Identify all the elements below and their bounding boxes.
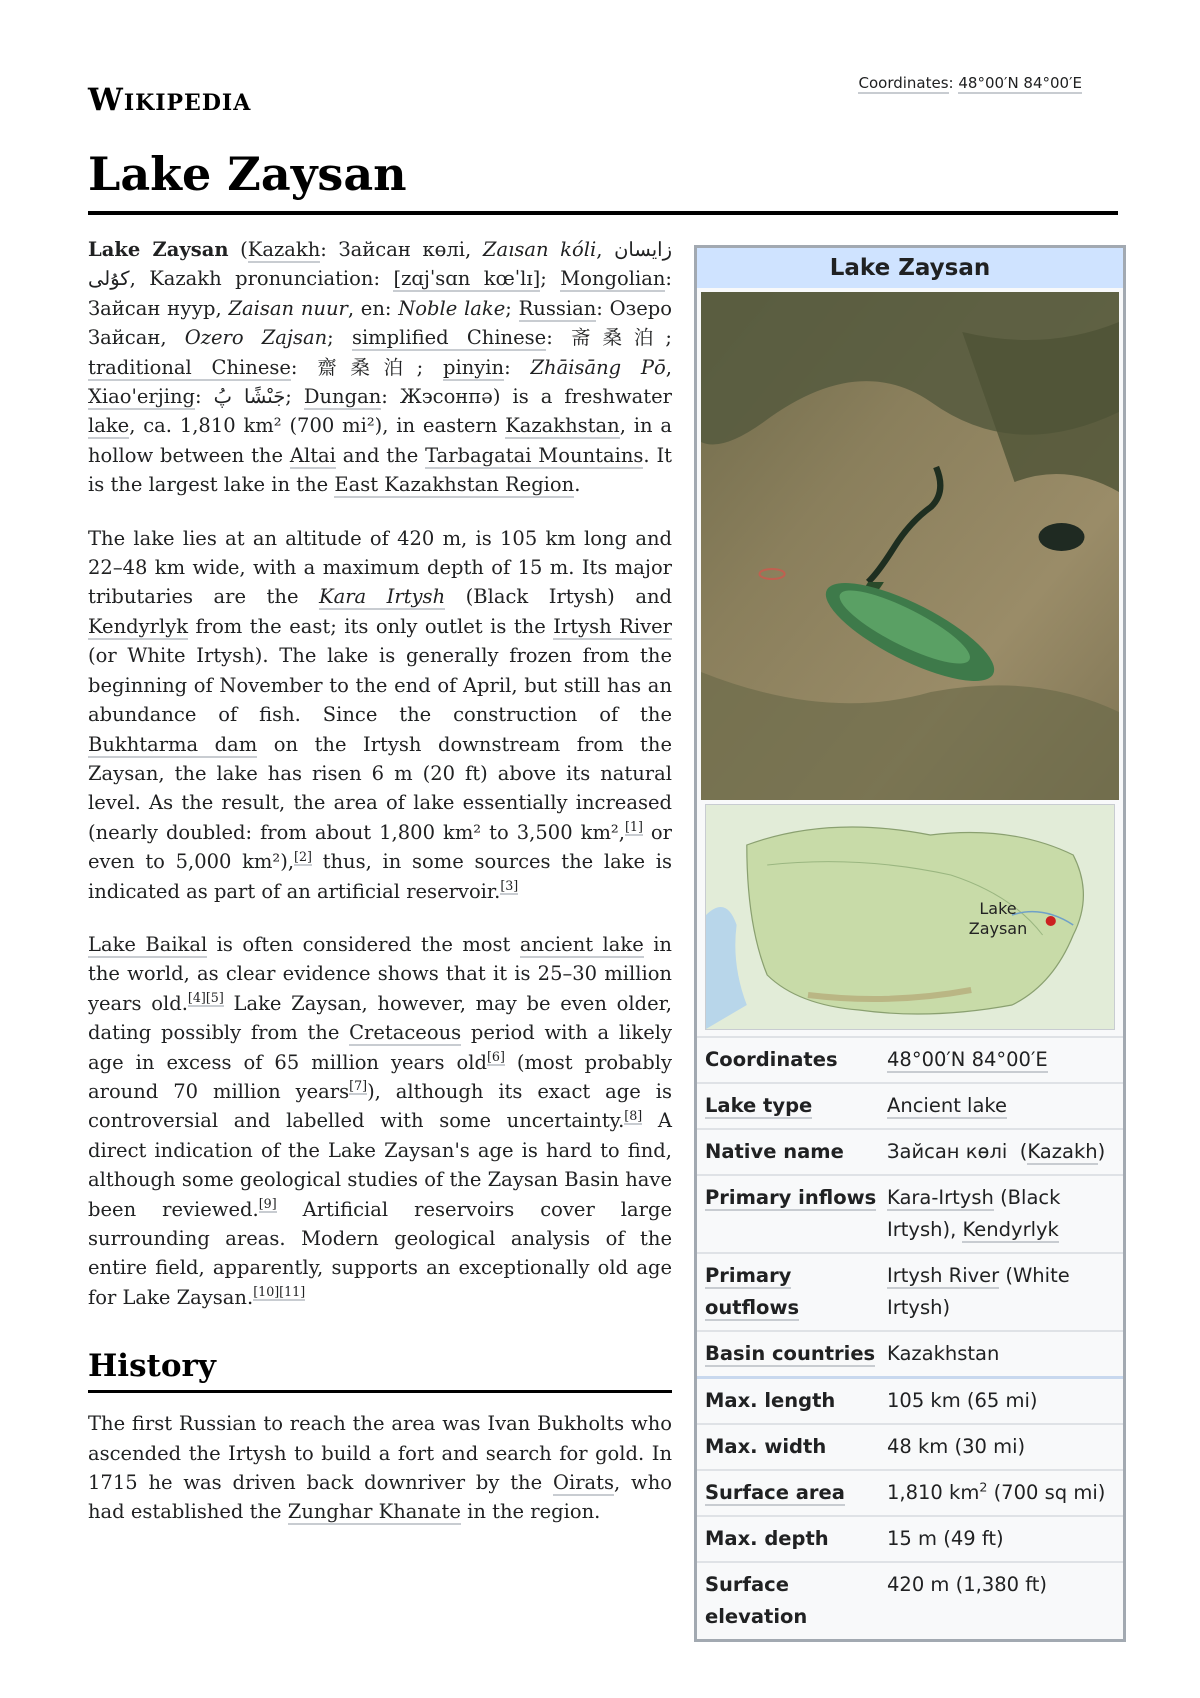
text: The lake lies at an altitude of 420 m, is 105 km long and 22–48 km wide, with a maximum depth of 15 m. Its major tributaries are the <box>88 526 672 609</box>
coordinates-link[interactable]: 48°00′N 84°00′E <box>887 1048 1048 1071</box>
location-map[interactable] <box>705 804 1115 1030</box>
lead-bold-title: Lake Zaysan <box>88 238 229 261</box>
row-label: Surface elevation <box>705 1573 808 1628</box>
infobox-row-surface-elevation <box>697 1561 1123 1639</box>
infobox-row-max-length <box>697 1379 1123 1423</box>
text: on the Irtysh downstream from the Zaysan, the lake has risen 6 m (20 ft) above its natural level. As the result, the area of lake essentially increased (nearly doubled: from about 1,800 km² to 3,500 km², <box>88 732 672 844</box>
kendyrlyk-infobox-link[interactable]: Kendyrlyk <box>962 1218 1059 1241</box>
traditional-chinese-link[interactable]: traditional Chinese <box>88 355 291 379</box>
ref-1[interactable]: [1] <box>624 819 643 835</box>
text: ( <box>228 238 248 261</box>
primary-inflows-label-link[interactable]: Primary inflows <box>705 1186 877 1209</box>
wikipedia-logo[interactable]: Wikipedia <box>88 82 252 118</box>
east-kazakhstan-region-link[interactable]: East Kazakhstan Region <box>334 473 575 497</box>
article-body <box>88 235 672 1551</box>
infobox <box>694 245 1126 1642</box>
history-paragraph <box>88 1409 672 1527</box>
tarbagatai-link[interactable]: Tarbagatai Mountains <box>425 443 644 467</box>
surface-area-label-link[interactable]: Surface area <box>705 1481 845 1504</box>
text: Lake Zaysan, however, may be even older, dating possibly from the <box>88 991 672 1045</box>
kazakhstan-link[interactable]: Kazakhstan <box>505 414 620 438</box>
simplified-chinese-link[interactable]: simplified Chinese <box>351 326 547 350</box>
text: 1,810 km <box>887 1481 980 1504</box>
age-paragraph <box>88 930 672 1312</box>
oirats-link[interactable]: Oirats <box>552 1471 614 1495</box>
text: in the world, as clear evidence shows that it is 25–30 million years old. <box>88 932 672 1015</box>
row-value: 105 km (65 mi) <box>887 1389 1038 1412</box>
text: : 齋桑泊; <box>290 355 443 379</box>
infobox-row-basin-countries <box>697 1330 1123 1376</box>
coordinates-header: Coordinates: 48°00′N 84°00′E <box>858 74 1082 92</box>
ref-6[interactable]: [6] <box>486 1049 505 1065</box>
ref-9[interactable]: [9] <box>258 1196 277 1212</box>
row-label: Coordinates <box>705 1048 838 1071</box>
text: . <box>574 473 581 497</box>
altai-link[interactable]: Altai <box>289 443 336 467</box>
ref-2[interactable]: [2] <box>294 848 312 864</box>
coordinates-label-link[interactable]: Coordinates <box>858 74 949 92</box>
irtysh-river-infobox-link[interactable]: Irtysh River <box>887 1264 1000 1287</box>
ref-3[interactable]: [3] <box>500 878 519 894</box>
text: : Жэсонпә) is a freshwater <box>381 385 672 409</box>
kazakh-link-infobox[interactable]: Kazakh <box>1027 1140 1098 1163</box>
infobox-row-surface-area <box>697 1469 1123 1515</box>
xiaoerjing-link[interactable]: Xiao'erjing <box>88 385 196 409</box>
lake-baikal-link[interactable]: Lake Baikal <box>88 932 208 956</box>
lake-type-label-link[interactable]: Lake type <box>705 1094 813 1117</box>
infobox-row-primary-inflows <box>697 1174 1123 1252</box>
infobox-row-primary-outflows <box>697 1252 1123 1330</box>
text: ; <box>327 326 352 350</box>
ref-4-5[interactable]: [4][5] <box>187 990 224 1006</box>
text: Artificial reservoirs cover large surrounding areas. Modern geological analysis of the entire field, apparently, supports an exceptionally old age for Lake Zaysan. <box>88 1197 672 1309</box>
infobox-title: Lake Zaysan <box>697 248 1123 288</box>
text: : Озеро Зайсан, <box>88 296 672 350</box>
text: or even to 5,000 km²), <box>88 820 672 874</box>
russian-link[interactable]: Russian <box>518 296 597 320</box>
text: ) <box>1097 1140 1106 1163</box>
location-map-graphic <box>706 805 1114 1029</box>
text: ( <box>1019 1140 1028 1163</box>
infobox-row-lake-type <box>697 1082 1123 1128</box>
text: ; <box>505 296 519 320</box>
ref-10-11[interactable]: [10][11] <box>253 1284 306 1300</box>
cretaceous-link[interactable]: Cretaceous <box>349 1021 462 1045</box>
satellite-image-graphic <box>701 292 1119 800</box>
kendyrlyk-link[interactable]: Kendyrlyk <box>88 614 189 638</box>
text: : <box>504 355 531 379</box>
text: The first Russian to reach the area was Ivan Bukholts who ascended the Irtysh to build a fort and search for gold. In 1715 he was driven back downriver by the <box>88 1412 672 1495</box>
text: : Зайсан көлі, <box>320 238 483 261</box>
italic-text: Noble lake <box>398 296 506 320</box>
row-label: Native name <box>705 1140 844 1163</box>
lake-link[interactable]: lake <box>88 414 130 438</box>
infobox-row-max-width <box>697 1423 1123 1469</box>
kazakh-link[interactable]: Kazakh <box>247 238 321 261</box>
row-label: Max. width <box>705 1435 827 1458</box>
dungan-link[interactable]: Dungan <box>303 385 382 409</box>
history-heading: History <box>88 1346 672 1393</box>
italic-text: Zaısan kóli <box>482 238 597 261</box>
intro-paragraph <box>88 235 672 500</box>
text: (White Irtysh) <box>887 1264 1070 1319</box>
text: : 斋桑泊; <box>546 326 672 350</box>
basin-countries-value: Kazakhstan <box>887 1342 1000 1365</box>
text: , who had established the <box>88 1471 672 1524</box>
satellite-image[interactable] <box>701 292 1119 800</box>
text: , زايسان كۇلى, Kazakh pronunciation: <box>88 238 673 291</box>
ipa-link[interactable]: [zɑjˈsɑn kœˈlɪ] <box>393 267 541 291</box>
text: : Зайсан нуур, <box>88 267 672 320</box>
text: from the east; its only outlet is the <box>188 614 554 638</box>
row-label: Max. depth <box>705 1527 829 1550</box>
text: , en: <box>347 296 399 320</box>
primary-outflows-label-link[interactable]: Primary outflows <box>705 1264 800 1319</box>
infobox-row-coordinates <box>697 1036 1123 1082</box>
italic-text: Ozero Zajsan <box>184 326 328 350</box>
pinyin-link[interactable]: pinyin <box>442 355 505 379</box>
text: (Black Irtysh), <box>887 1186 1061 1241</box>
zunghar-khanate-link[interactable]: Zunghar Khanate <box>287 1500 461 1524</box>
text: , <box>665 355 672 379</box>
text: (700 sq mi) <box>987 1481 1106 1504</box>
coordinates-value-link[interactable]: 48°00′N 84°00′E <box>958 74 1082 92</box>
basin-countries-label-link[interactable]: Basin countries <box>705 1342 876 1365</box>
ref-8[interactable]: [8] <box>624 1107 643 1123</box>
text: , in a hollow between the <box>88 414 672 467</box>
ancient-lake-value-link[interactable]: Ancient lake <box>887 1094 1007 1117</box>
kara-irtysh-link[interactable]: Kara Irtysh <box>319 585 446 609</box>
italic-text: Zhāisāng Pō <box>530 355 666 379</box>
native-name-value: Зайсан көлі <box>887 1140 1008 1163</box>
text: A direct indication of the Lake Zaysan's age is hard to find, although some geological studies of the Zaysan Basin have been reviewed. <box>88 1109 672 1221</box>
irtysh-river-link[interactable]: Irtysh River <box>553 614 672 638</box>
text: and the <box>335 443 426 467</box>
italic-text: Zaisan nuur <box>228 296 348 320</box>
ancient-lake-link[interactable]: ancient lake <box>519 932 644 956</box>
text: . It is the largest lake in the <box>88 443 672 497</box>
kara-irtysh-infobox-link[interactable]: Kara-Irtysh <box>887 1186 994 1209</box>
mongolian-link[interactable]: Mongolian <box>560 267 666 291</box>
ref-7[interactable]: [7] <box>349 1078 368 1094</box>
infobox-row-native-name <box>697 1128 1123 1174</box>
row-value: 15 m (49 ft) <box>887 1527 1004 1550</box>
text: (or White Irtysh). The lake is generally frozen from the beginning of November to the end of April, but still has an abundance of fish. Since the construction of the <box>88 644 672 727</box>
text: (Black Irtysh) and <box>445 585 672 609</box>
text: ), although its exact age is controversial and labelled with some uncertainty. <box>88 1079 672 1133</box>
superscript: 2 <box>979 1479 988 1495</box>
row-value: 420 m (1,380 ft) <box>887 1573 1048 1596</box>
geography-paragraph <box>88 524 672 906</box>
text: period with a likely age in excess of 65 million years old <box>88 1021 672 1074</box>
text: (most probably around 70 million years <box>88 1050 673 1103</box>
row-label: Max. length <box>705 1389 836 1412</box>
text: in the region. <box>460 1500 601 1524</box>
text: ; <box>540 267 561 291</box>
map-label-lake-zaysan: Lake Zaysan <box>968 899 1028 938</box>
text: : جَىْشًا پُ; <box>195 385 304 409</box>
text: thus, in some sources the lake is indicated as part of an artificial reservoir. <box>88 850 672 903</box>
bukhtarma-dam-link[interactable]: Bukhtarma dam <box>88 732 258 756</box>
infobox-row-max-depth <box>697 1515 1123 1561</box>
row-value: 48 km (30 mi) <box>887 1435 1026 1458</box>
text: , ca. 1,810 km² (700 mi²), in eastern <box>129 414 506 438</box>
text: is often considered the most <box>207 932 520 956</box>
page-title: Lake Zaysan <box>88 145 1118 215</box>
